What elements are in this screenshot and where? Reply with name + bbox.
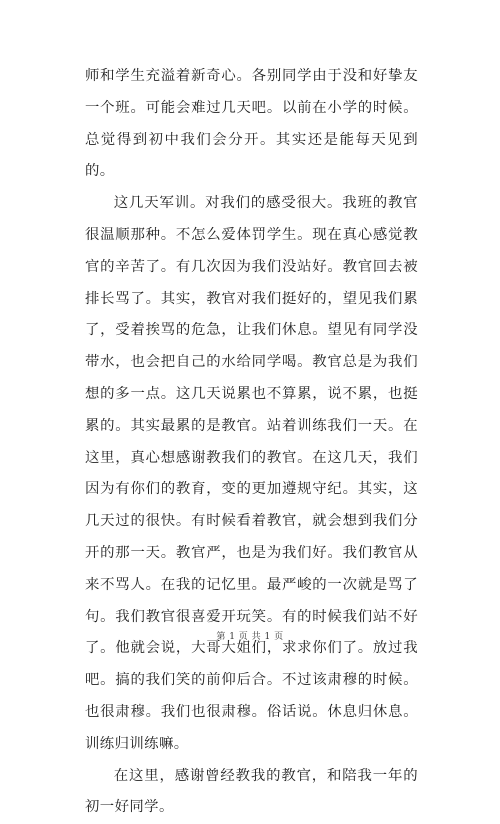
paragraph-1: 师和学生充溢着新奇心。各别同学由于没和好挚友一个班。可能会难过几天吧。以前在小学的时候。总觉得到初中我们会分开。其实还是能每天见到的。 — [85, 68, 418, 180]
paragraph-2: 这几天军训。对我们的感受很大。我班的教官很温顺那种。不怎么爱体罚学生。现在真心感觉教官的辛苦了。有几次因为我们没站好。教官回去被排长骂了。其实，教官对我们挺好的，望见我们累了，受着挨骂的危急，让我们休息。望见有同学没带水，也会把自己的水给同学喝。教官总是为我们想的多一点。这几天说累也不算累，说不累，也挺累的。其实最累的是教官。站着训练我们一天。在这里，真心想感谢教我们的教官。在这几天，我们因为有你们的教育，变的更加遵规守纪。其实，这几天过的很快。有时候看着教官，就会想到我们分开的那一天。教官严，也是为我们好。我们教官从来不骂人。在我的记忆里。最严峻的一次就是骂了句。我们教官很喜爱开玩笑。有的时候我们站不好了。他就会说，大哥大姐们，求求你们了。放过我吧。搞的我们笑的前仰后合。不过该肃穆的时候。也很肃穆。我们也很肃穆。俗话说。休息归休息。训练归训练嘛。 — [85, 195, 418, 752]
paragraph-3: 在这里，感谢曾经教我的教官，和陪我一年的初一好同学。 — [85, 767, 418, 816]
page-footer: 第 1 页 共 1 页 — [216, 632, 284, 642]
document-body — [85, 61, 418, 824]
